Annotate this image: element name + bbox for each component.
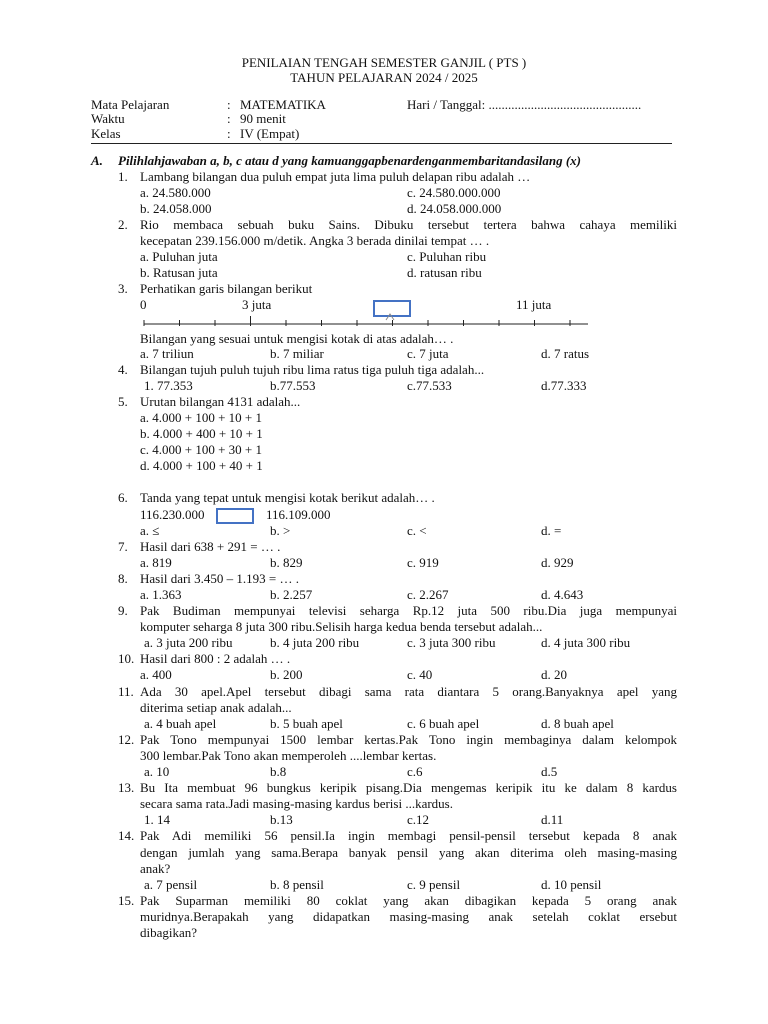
question-text: 300 lembar.Pak Tono akan memperoleh ....lembar kertas. <box>140 748 437 763</box>
question-number: 1. <box>118 169 128 184</box>
answer-option[interactable]: d. = <box>541 523 562 538</box>
question-number: 13. <box>118 780 135 795</box>
question-number: 6. <box>118 490 128 505</box>
answer-option[interactable]: b. 4 juta 200 ribu <box>270 635 360 650</box>
question-text: Tanda yang tepat untuk mengisi kotak berikut adalah… . <box>140 490 435 505</box>
question-number: 15. <box>118 893 135 908</box>
question-text: dibagikan? <box>140 925 198 940</box>
answer-option[interactable]: a. 1.363 <box>140 587 182 602</box>
question-text: 116.230.000 <box>140 507 205 522</box>
answer-option[interactable]: a. 400 <box>140 667 172 682</box>
answer-option[interactable]: d. 20 <box>541 667 567 682</box>
comparison-answer-box <box>216 508 254 524</box>
question-text: Urutan bilangan 4131 adalah... <box>140 394 301 409</box>
answer-option[interactable]: a. 24.580.000 <box>140 185 211 200</box>
numberline-svg <box>0 0 768 340</box>
answer-option[interactable]: d. 10 pensil <box>541 877 602 892</box>
answer-option[interactable]: b. Ratusan juta <box>140 265 218 280</box>
answer-option[interactable]: c. 3 juta 300 ribu <box>407 635 496 650</box>
question-text: Hasil dari 3.450 – 1.193 = … . <box>140 571 299 586</box>
question-text: Pak Tono mempunyai 1500 lembar kertas.Pak Tono ingin membaginya dalam kelompok <box>140 732 677 747</box>
question-text: anak? <box>140 861 171 876</box>
answer-option[interactable]: c. 7 juta <box>407 346 449 361</box>
answer-option[interactable]: c. 919 <box>407 555 439 570</box>
question-number: 5. <box>118 394 128 409</box>
answer-option[interactable]: d.77.333 <box>541 378 587 393</box>
answer-option[interactable]: b.8 <box>270 764 287 779</box>
question-number: 14. <box>118 828 135 843</box>
question-text: Bu Ita membuat 96 bungkus keripik pisang.Dia mengemas keripik itu ke dalam 8 kardus <box>140 780 677 795</box>
info-value-subject: MATEMATIKA <box>240 97 326 112</box>
answer-option[interactable]: c.77.533 <box>407 378 452 393</box>
answer-option[interactable]: d.5 <box>541 764 558 779</box>
info-value-time: 90 menit <box>240 111 286 126</box>
answer-option[interactable]: d. 7 ratus <box>541 346 590 361</box>
question-text: Bilangan tujuh puluh tujuh ribu lima ratus tiga puluh tiga adalah... <box>140 362 485 377</box>
info-label-time: Waktu <box>91 111 125 126</box>
question-text: diterima setiap anak adalah... <box>140 700 292 715</box>
question-number: 10. <box>118 651 135 666</box>
answer-option[interactable]: c. 2.267 <box>407 587 449 602</box>
answer-option[interactable]: b. 200 <box>270 667 303 682</box>
answer-option[interactable]: c.12 <box>407 812 430 827</box>
question-number: 9. <box>118 603 128 618</box>
section-letter: A. <box>91 153 103 168</box>
question-text: 116.109.000 <box>266 507 331 522</box>
answer-option[interactable]: b. 8 pensil <box>270 877 324 892</box>
answer-option[interactable]: a. 7 pensil <box>144 877 198 892</box>
info-sep: : <box>227 111 231 126</box>
answer-option[interactable]: c.6 <box>407 764 423 779</box>
answer-option[interactable]: b. 2.257 <box>270 587 313 602</box>
question-text: Pak Adi memiliki 56 pensil.Ia ingin membagi pensil-pensil tersebut kepada 8 anak <box>140 828 677 843</box>
answer-option[interactable]: 1. 14 <box>144 812 170 827</box>
answer-option[interactable]: a. Puluhan juta <box>140 249 218 264</box>
answer-option[interactable]: c. < <box>407 523 427 538</box>
answer-option[interactable]: a. 4 buah apel <box>144 716 217 731</box>
question-number: 2. <box>118 217 128 232</box>
question-number: 11. <box>118 684 134 699</box>
answer-option[interactable]: d. ratusan ribu <box>407 265 482 280</box>
answer-option[interactable]: a. 3 juta 200 ribu <box>144 635 233 650</box>
exam-title: PENILAIAN TENGAH SEMESTER GANJIL ( PTS ) <box>241 55 527 70</box>
answer-option[interactable]: d. 24.058.000.000 <box>407 201 502 216</box>
question-text: komputer seharga 8 juta 300 ribu.Selisih harga kedua benda tersebut adalah... <box>140 619 543 634</box>
answer-option[interactable]: b. 5 buah apel <box>270 716 343 731</box>
question-text: Perhatikan garis bilangan berikut <box>140 281 313 296</box>
answer-option[interactable]: d. 4.643 <box>541 587 584 602</box>
question-text: secara sama rata.Jadi masing-masing kardus berisi ...kardus. <box>140 796 453 811</box>
answer-option[interactable]: d. 4 juta 300 ribu <box>541 635 631 650</box>
question-text: Pak Suparman memiliki 80 coklat yang akan dibagikan kepada 5 orang anak <box>140 893 677 908</box>
section-instruction: Pilihlahjawaban a, b, c atau d yang kamuanggapbenardenganmembaritandasilang (x) <box>118 153 582 168</box>
answer-option[interactable]: c. 40 <box>407 667 433 682</box>
answer-option[interactable]: b. 24.058.000 <box>140 201 212 216</box>
question-number: 12. <box>118 732 135 747</box>
answer-option[interactable]: c. 6 buah apel <box>407 716 480 731</box>
question-text: kecepatan 239.156.000 m/detik. Angka 3 berada dinilai tempat … . <box>140 233 490 248</box>
question-number: 8. <box>118 571 128 586</box>
answer-option[interactable]: c. 24.580.000.000 <box>407 185 501 200</box>
answer-option[interactable]: d. 4.000 + 100 + 40 + 1 <box>140 458 263 473</box>
exam-year: TAHUN PELAJARAN 2024 / 2025 <box>290 70 478 85</box>
answer-option[interactable]: d.11 <box>541 812 564 827</box>
question-text: Hasil dari 638 + 291 = … . <box>140 539 281 554</box>
info-sep: : <box>227 126 231 141</box>
question-number: 4. <box>118 362 128 377</box>
info-label-class: Kelas <box>91 126 121 141</box>
question-text: Hasil dari 800 : 2 adalah … . <box>140 651 291 666</box>
answer-option[interactable]: b.77.553 <box>270 378 316 393</box>
answer-option[interactable]: b. 4.000 + 400 + 10 + 1 <box>140 426 263 441</box>
answer-option[interactable]: b. > <box>270 523 291 538</box>
answer-option[interactable]: a. 4.000 + 100 + 10 + 1 <box>140 410 263 425</box>
question-number: 3. <box>118 281 128 296</box>
question-text: Bilangan yang sesuai untuk mengisi kotak di atas adalah… . <box>140 331 454 346</box>
question-text: Ada 30 apel.Apel tersebut dibagi sama rata diantara 5 orang.Banyaknya apel yang <box>140 684 677 699</box>
question-text: Lambang bilangan dua puluh empat juta lima puluh delapan ribu adalah … <box>140 169 531 184</box>
date-field: Hari / Tanggal: ............................................... <box>407 97 642 112</box>
numberline-end-label: 11 juta <box>516 297 552 312</box>
answer-option[interactable]: b. 829 <box>270 555 303 570</box>
answer-option[interactable]: c. 4.000 + 100 + 30 + 1 <box>140 442 263 457</box>
numberline-mid-label: 3 juta <box>242 297 272 312</box>
answer-option[interactable]: a. 7 triliun <box>140 346 194 361</box>
question-text: Pak Budiman mempunyai televisi seharga Rp.12 juta 500 ribu.Dia juga mempunyai <box>140 603 677 618</box>
answer-option[interactable]: c. Puluhan ribu <box>407 249 487 264</box>
info-sep: : <box>227 97 231 112</box>
answer-option[interactable]: c. 9 pensil <box>407 877 461 892</box>
answer-option[interactable]: d. 8 buah apel <box>541 716 614 731</box>
answer-option[interactable]: a. 819 <box>140 555 172 570</box>
question-text: Rio membaca sebuah buku Sains. Dibuku tersebut tertera bahwa cahaya memiliki <box>140 217 677 232</box>
question-number: 7. <box>118 539 128 554</box>
answer-option[interactable]: a. 10 <box>144 764 170 779</box>
answer-option[interactable]: b.13 <box>270 812 293 827</box>
answer-option[interactable]: d. 929 <box>541 555 574 570</box>
info-value-class: IV (Empat) <box>240 126 300 141</box>
numberline-start-label: 0 <box>140 297 147 312</box>
info-label-subject: Mata Pelajaran <box>91 97 170 112</box>
answer-option[interactable]: b. 7 miliar <box>270 346 324 361</box>
question-text: muridnya.Berapakah yang didapatkan masing-masing anak setelah coklat ersebut <box>140 909 677 924</box>
numberline-pointer <box>386 314 394 320</box>
question-text: dengan jumlah yang sama.Berapa banyak pensil yang akan diterima oleh masing-masing <box>140 845 677 860</box>
answer-option[interactable]: 1. 77.353 <box>144 378 193 393</box>
answer-option[interactable]: a. ≤ <box>140 523 160 538</box>
